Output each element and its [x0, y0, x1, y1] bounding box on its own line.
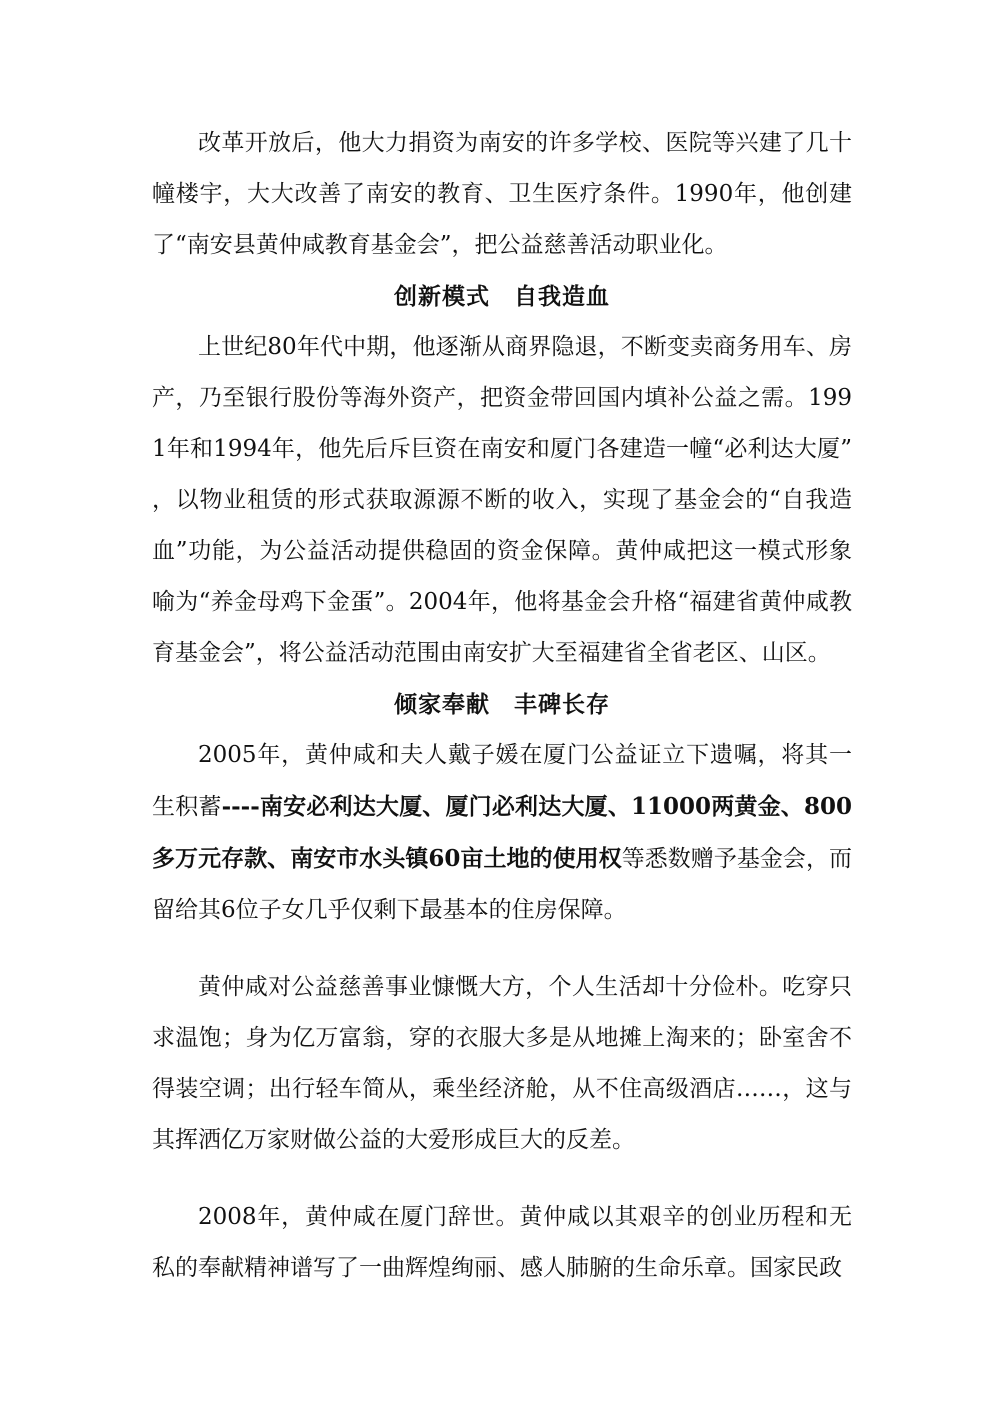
heading-part: 倾家奉献 [394, 691, 490, 718]
heading-part: 自我造血 [514, 283, 610, 310]
paragraph-gap [152, 1166, 852, 1192]
paragraph-passing: 2008年，黄仲咸在厦门辞世。黄仲咸以其艰辛的创业历程和无私的奉献精神谱写了一曲辉煌绚丽、感人肺腑的生命乐章。国家民政 [152, 1204, 852, 1281]
will-text-end: 等悉数赠予基金会，而留给其6位子女几乎仅剩下最基本的住房保障。 [152, 846, 852, 923]
paragraph-gap [152, 936, 852, 962]
paragraph-reform-donations: 改革开放后，他大力捐资为南安的许多学校、医院等兴建了几十幢楼宇，大大改善了南安的教育、卫生医疗条件。1990年，他创建了“南安县黄仲咸教育基金会”，把公益慈善活动职业化。 [152, 130, 852, 258]
heading-part: 丰碑长存 [514, 691, 610, 718]
paragraph-self-sustaining: 上世纪80年代中期，他逐渐从商界隐退，不断变卖商务用车、房产，乃至银行股份等海外资产，把资金带回国内填补公益之需。1991年和1994年，他先后斥巨资在南安和厦门各建造一幢“必利达大厦”，以物业租赁的形式获取源源不断的收入，实现了基金会的“自我造血”功能，为公益活动提供稳固的资金保障。黄仲咸把这一模式形象喻为“养金母鸡下金蛋”。2004年，他将基金会升格“福建省黄仲咸教育基金会”，将公益活动范围由南安扩大至福建省全省老区、山区。 [152, 334, 852, 666]
section-heading-devotion [152, 679, 852, 730]
paragraph-will [152, 730, 852, 936]
paragraph-frugal-life: 黄仲咸对公益慈善事业慷慨大方，个人生活却十分俭朴。吃穿只求温饱；身为亿万富翁，穿的衣服大多是从地摊上淘来的；卧室舍不得装空调；出行轻车简从，乘坐经济舱，从不住高级酒店……，这与其挥洒亿万家财做公益的大爱形成巨大的反差。 [152, 974, 852, 1153]
heading-part: 创新模式 [394, 283, 490, 310]
will-text-start: 2005年，黄仲咸和夫人戴子媛在厦门公益证立下遗嘱，将其一生积蓄 [152, 742, 852, 820]
section-heading-innovation [152, 271, 852, 322]
document-page [152, 118, 852, 1294]
will-assets-bold: ----南安必利达大厦、厦门必利达大厦、11000两黄金、800多万元存款、南安市水头镇60亩土地的使用权 [152, 793, 852, 872]
